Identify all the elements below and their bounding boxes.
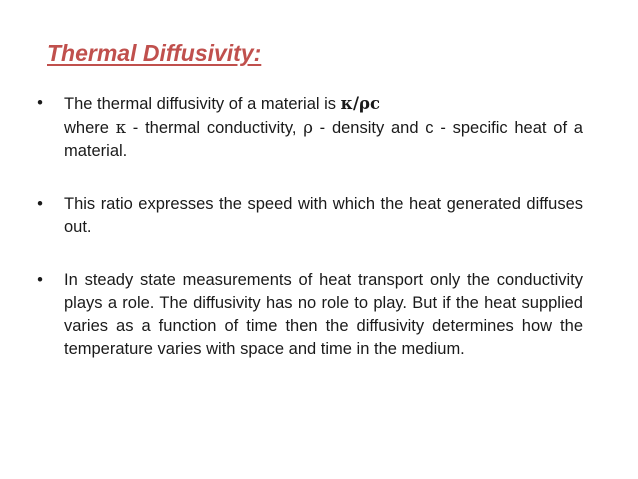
bullet-item [33,269,583,361]
bullet-list [33,92,583,361]
bullet-icon: • [37,271,43,289]
definition-text: The thermal diffusivity of a material is [64,95,341,113]
bullet-icon: • [37,94,43,112]
where-text: where [64,119,116,137]
bullet-item [33,193,583,239]
bullet-item [33,92,583,163]
bullet-icon: • [37,195,43,213]
bullet-text: This ratio expresses the speed with which the heat generated diffuses out. [64,195,583,236]
bullet-text [64,92,583,163]
bullet-text: In steady state measurements of heat transport only the conductivity plays a role. The diffusivity has no role to play. But if the heat supplied varies as a function of time then the diffusivity determines how the temperature varies with space and time in the medium. [64,271,583,358]
kappa-symbol: κ [115,118,127,137]
rho-definition: - density and c - specific heat of a material. [64,119,583,160]
rho-symbol: ρ [303,118,313,137]
kappa-definition: - thermal conductivity, [126,119,304,137]
diffusivity-formula: κ/ρc [340,94,381,113]
slide-title: Thermal Diffusivity: [47,40,262,66]
